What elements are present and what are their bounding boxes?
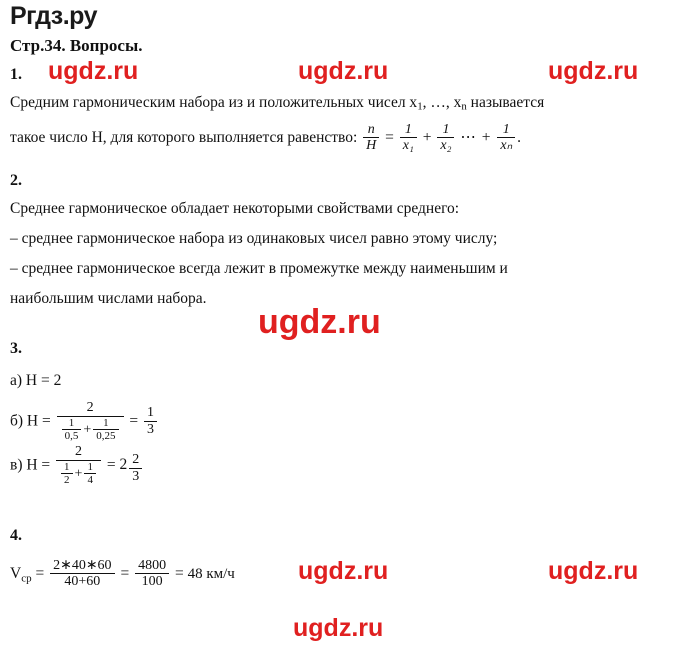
equals-sign: = <box>120 564 130 582</box>
fraction-denominator: 40+60 <box>64 574 101 590</box>
equals-sign: = <box>35 564 45 582</box>
question-1-formula-line <box>10 122 665 154</box>
velocity-symbol: V <box>10 564 22 582</box>
fraction-numerator: 2 <box>57 400 124 417</box>
inner-plus: + <box>83 421 92 437</box>
inner-fraction-1 <box>61 461 73 487</box>
q3-a-label: а) Н = <box>10 372 54 390</box>
q3-v-mixed-number <box>119 448 144 485</box>
question-1-text <box>10 88 665 122</box>
question-2-line-2: – среднее гармоническое набора из одинаковых чисел равно этому числу; <box>10 230 498 248</box>
fraction-denominator: xₙ <box>500 138 513 154</box>
fraction-numerator: 1 <box>497 122 515 139</box>
fraction-numerator: 2∗40∗60 <box>50 558 114 575</box>
equals-sign: = <box>385 128 394 146</box>
q3-item-b <box>10 400 665 442</box>
question-4-formula <box>10 557 665 595</box>
fraction-denominator: 3 <box>132 468 140 484</box>
fraction-numerator: 2 <box>129 452 142 469</box>
q4-result: 48 км/ч <box>187 565 235 582</box>
q4-fraction-1 <box>50 558 114 590</box>
q1-line1-mid: , …, x <box>422 94 462 111</box>
fraction-numerator: 1 <box>144 405 157 422</box>
watermark: ugdz.ru <box>48 57 139 85</box>
fraction-numerator: 1 <box>93 417 118 430</box>
mixed-whole-part: 2 <box>119 455 128 473</box>
question-4-number: 4. <box>10 526 22 544</box>
q3-b-left-fraction <box>57 400 124 442</box>
q3-v-label: в) Н = <box>10 456 55 474</box>
period: . <box>517 128 522 146</box>
q3-b-result-fraction <box>144 405 157 437</box>
watermark: ugdz.ru <box>298 557 389 585</box>
inner-fraction-2 <box>93 417 118 443</box>
fraction-denominator: 100 <box>141 574 163 590</box>
fraction-denominator: H <box>366 138 377 154</box>
equals-sign: = <box>106 456 116 474</box>
velocity-subscript: ср <box>21 571 32 584</box>
watermark: ugdz.ru <box>548 57 639 85</box>
fraction-n-over-H <box>363 122 379 154</box>
inner-plus: + <box>74 466 83 482</box>
plus-sign: + <box>422 128 432 146</box>
question-2-line-3: – среднее гармоническое всегда лежит в промежутке между наименьшим и <box>10 260 508 278</box>
fraction-numerator: 1 <box>400 122 417 139</box>
watermark: ugdz.ru <box>548 557 639 585</box>
equals-sign: = <box>174 564 184 582</box>
fraction-numerator: 2 <box>56 444 101 461</box>
watermark: ugdz.ru <box>293 614 384 642</box>
q1-line1-before: Средним гармоническим набора из и положительных чисел x <box>10 94 418 111</box>
watermark: ugdz.ru <box>298 57 389 85</box>
question-2-line-1: Среднее гармоническое обладает некоторыми свойствами среднего: <box>10 200 460 218</box>
fraction-denominator: 4 <box>87 474 93 487</box>
fraction-1-over-x1 <box>400 122 417 154</box>
fraction-numerator: n <box>363 122 379 139</box>
question-3-number: 3. <box>10 340 22 358</box>
q1-sub-1: 1 <box>417 100 423 113</box>
fraction-numerator: 1 <box>84 461 96 474</box>
document-body <box>10 36 665 595</box>
q1-line2-before: такое число Н, для которого выполняется равенство: <box>10 128 358 146</box>
fraction-denominator: 3 <box>147 421 155 437</box>
fraction-denominator: x₁ <box>402 138 414 154</box>
q3-item-a <box>10 364 665 398</box>
fraction-numerator: 1 <box>437 122 454 139</box>
q3-v-left-fraction <box>56 444 101 486</box>
inner-fraction-1 <box>62 417 82 443</box>
question-3-body <box>10 364 665 487</box>
q1-line1-after: называется <box>466 94 545 111</box>
fraction-numerator: 1 <box>62 417 82 430</box>
fraction-numerator: 1 <box>61 461 73 474</box>
fraction-denominator: 0,5 <box>64 430 79 443</box>
fraction-denominator: 0,25 <box>96 430 116 443</box>
q1-sub-n: n <box>461 100 467 113</box>
question-2-number: 2. <box>10 172 22 190</box>
site-logo: Ргдз.ру <box>10 2 98 30</box>
fraction-denominator: 2 <box>64 474 70 487</box>
q3-item-v <box>10 444 665 486</box>
equals-sign: = <box>129 412 139 430</box>
fraction-denominator <box>57 417 124 443</box>
fraction-numerator: 4800 <box>135 558 169 575</box>
mixed-fraction-part <box>129 452 142 484</box>
q3-b-label: б) Н = <box>10 412 55 430</box>
watermark: ugdz.ru <box>258 303 381 341</box>
page-title: Стр.34. Вопросы. <box>10 36 143 55</box>
q4-fraction-2 <box>135 558 169 590</box>
fraction-1-over-xn <box>497 122 515 154</box>
question-2-line-4: наибольшим числами набора. <box>10 290 207 308</box>
fraction-1-over-x2 <box>437 122 454 154</box>
question-1-number: 1. <box>10 66 22 83</box>
fraction-denominator <box>56 461 101 487</box>
ellipsis-plus: ⋯ + <box>460 128 492 146</box>
fraction-denominator: x₂ <box>440 138 452 154</box>
inner-fraction-2 <box>84 461 96 487</box>
q3-a-value: 2 <box>53 372 62 390</box>
